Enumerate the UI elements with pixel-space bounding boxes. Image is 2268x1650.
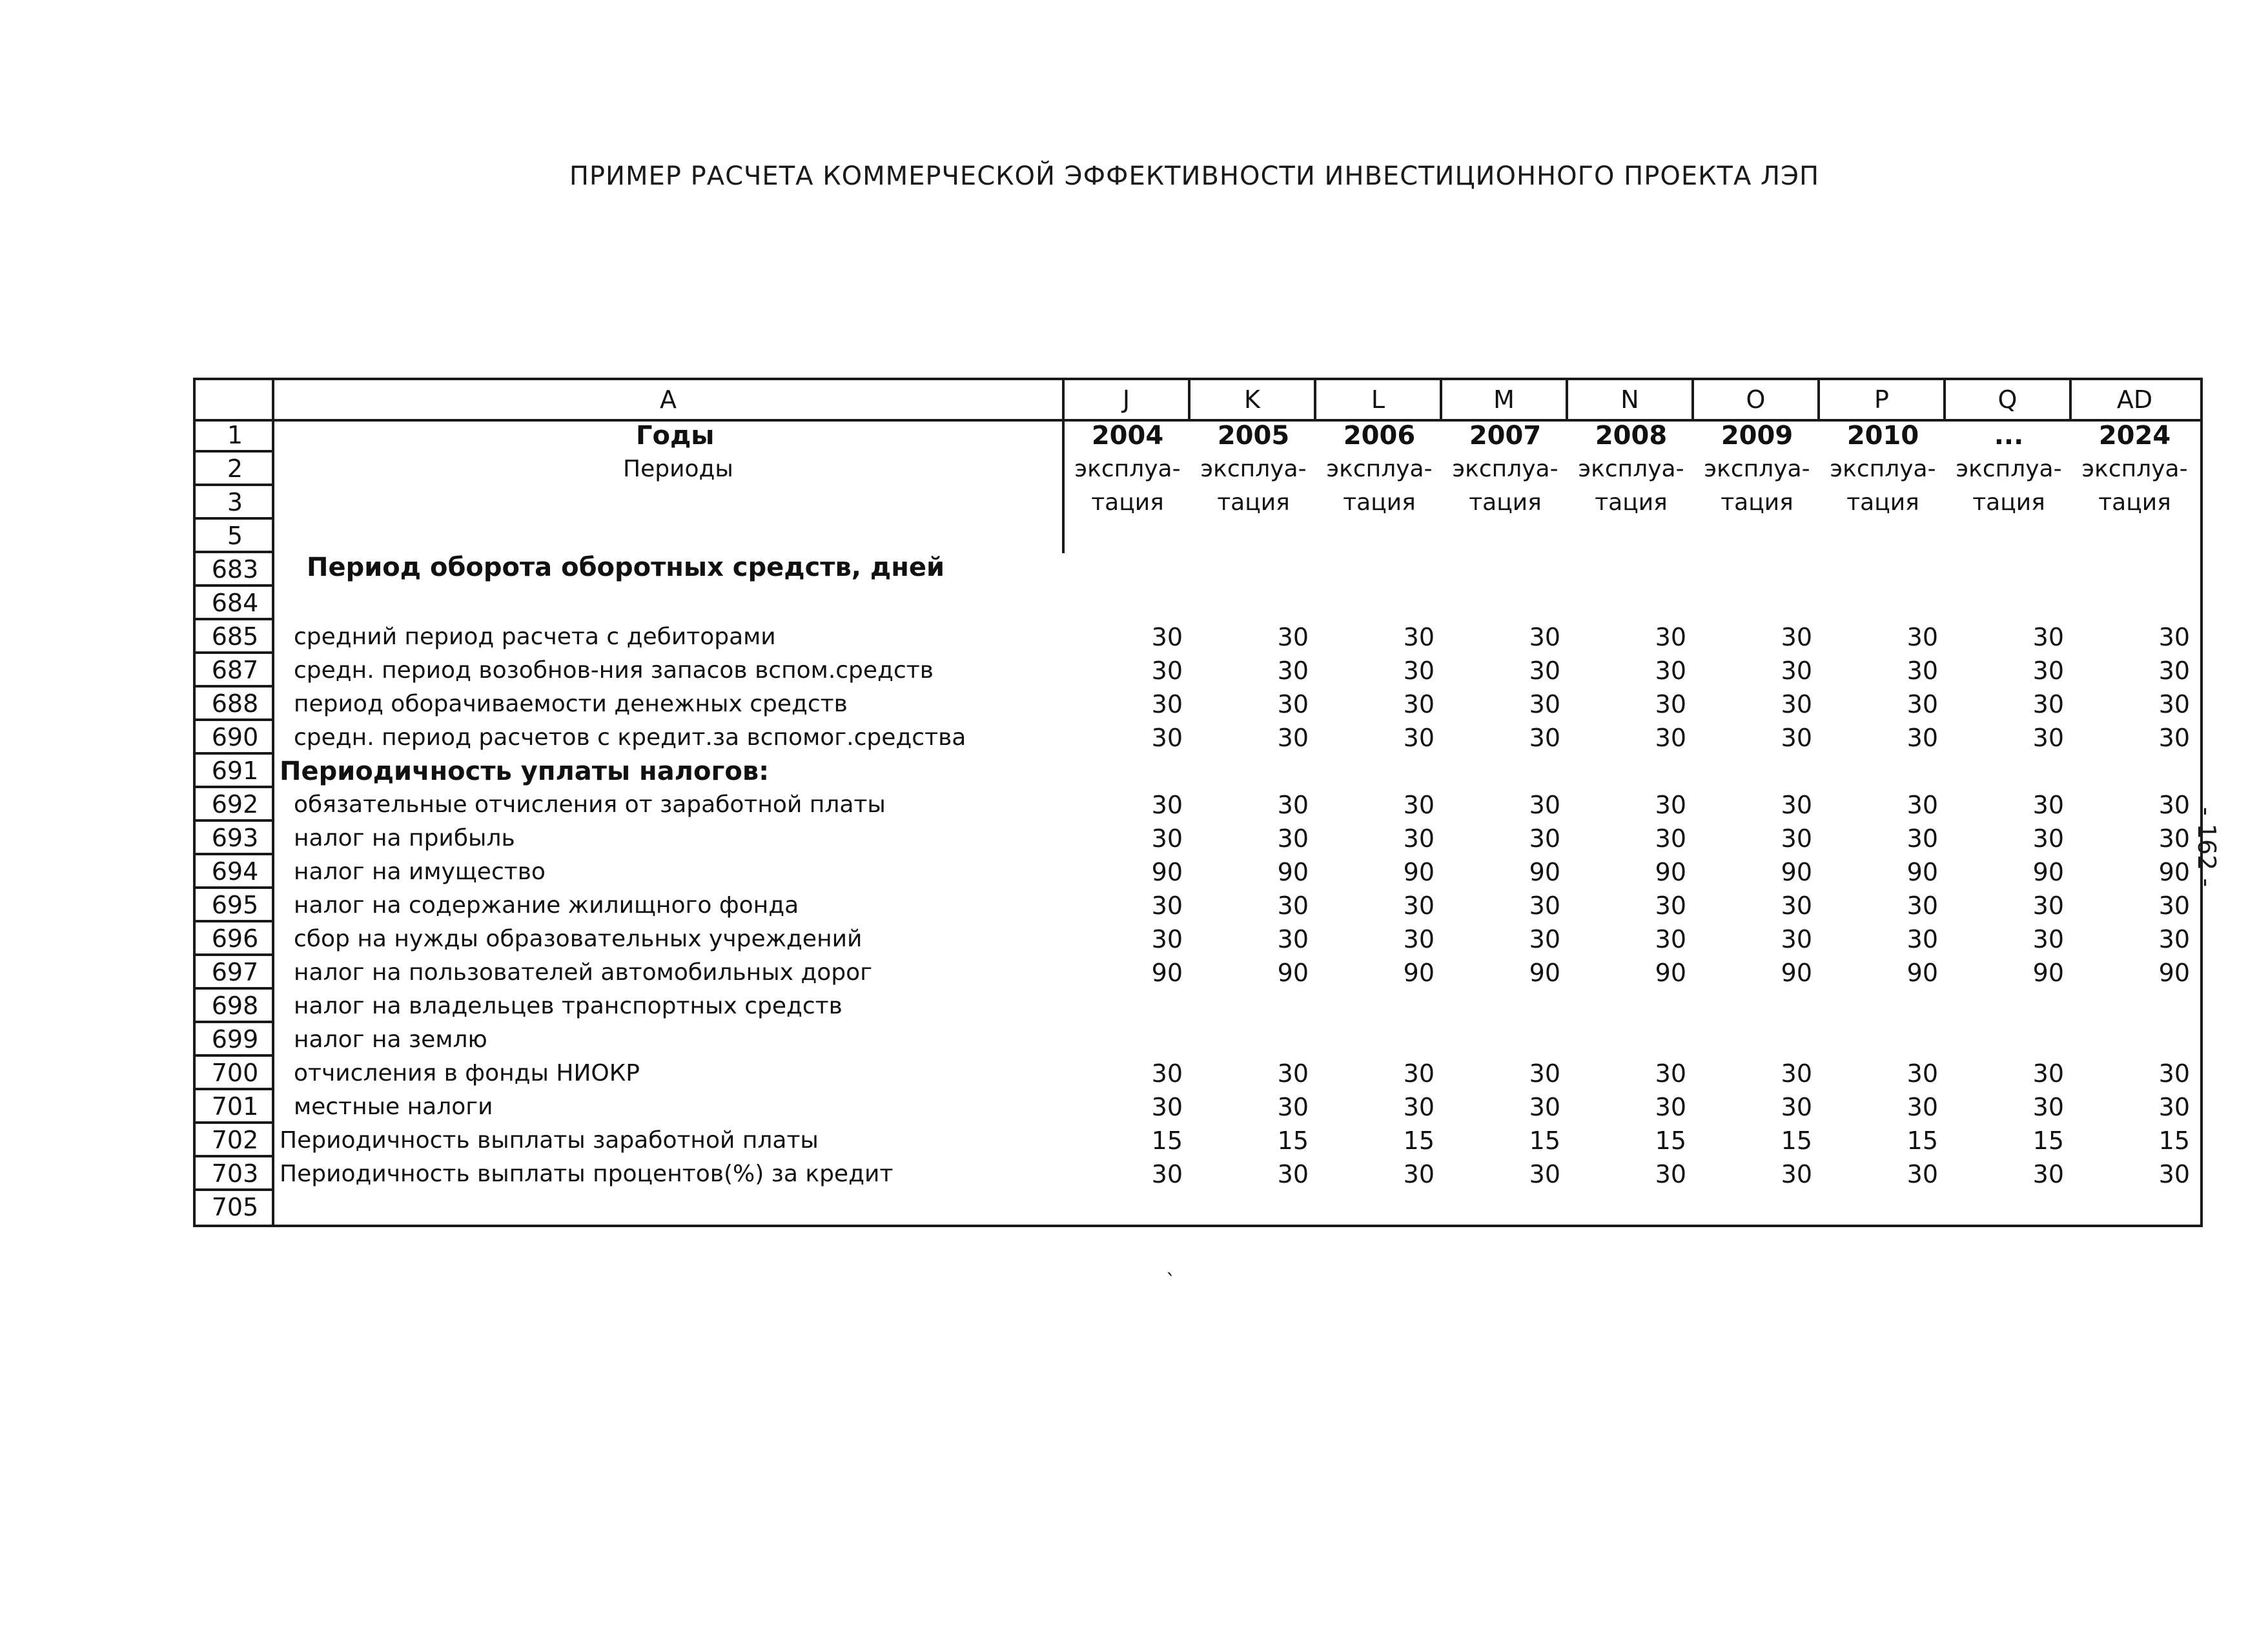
value-cell: 30: [1277, 690, 1309, 718]
value-cell: 30: [1151, 724, 1183, 752]
row-label: налог на землю: [294, 1026, 487, 1053]
period-line2: тация: [2098, 489, 2171, 516]
period-line1: эксплуа-: [1200, 456, 1307, 482]
value-cell: 30: [2032, 623, 2064, 651]
row-number: 705: [211, 1193, 259, 1221]
value-cell: 15: [1906, 1126, 1938, 1155]
page-number: - 162 -: [2192, 807, 2221, 888]
value-cell: 30: [1781, 891, 1812, 920]
value-cell: 30: [2158, 925, 2190, 953]
value-cell: 90: [1655, 959, 1686, 987]
stray-mark: `: [1166, 1270, 1176, 1293]
row-number: 692: [196, 788, 274, 822]
value-cell: 30: [2032, 1059, 2064, 1088]
value-cell: 30: [1151, 1093, 1183, 1121]
value-cell: 30: [2032, 1160, 2064, 1188]
value-cell: 30: [2032, 791, 2064, 819]
row-label: налог на имущество: [294, 859, 546, 885]
value-cell: 30: [1529, 1059, 1560, 1088]
corner-cell: [196, 380, 274, 419]
value-cell: 30: [1403, 1160, 1435, 1188]
value-cell: 15: [2032, 1126, 2064, 1155]
row-number: 690: [196, 721, 274, 755]
value-cell: 30: [1277, 724, 1309, 752]
value-cell: 15: [1655, 1126, 1686, 1155]
value-cell: 30: [2158, 724, 2190, 752]
document-title: ПРИМЕР РАСЧЕТА КОММЕРЧЕСКОЙ ЭФФЕКТИВНОСТИ ИНВЕСТИЦИОННОГО ПРОЕКТА ЛЭП: [569, 161, 1820, 191]
value-cell: 15: [1403, 1126, 1435, 1155]
row-label: Период оборота оборотных средств, дней: [307, 553, 945, 582]
row-label: средн. период возобнов-ния запасов вспом.средств: [294, 657, 934, 684]
value-cell: 30: [1655, 791, 1686, 819]
column-header-ad: AD: [2116, 385, 2153, 414]
year-cell: 2008: [1595, 421, 1668, 451]
value-cell: 30: [1151, 925, 1183, 953]
row-label: средний период расчета с дебиторами: [294, 624, 776, 650]
year-cell: 2024: [2098, 421, 2171, 451]
row-number: 703: [196, 1157, 274, 1191]
value-cell: 30: [2158, 824, 2190, 853]
column-header-o: O: [1694, 380, 1820, 419]
column-header-q: Q: [1946, 380, 2072, 419]
value-cell: 30: [1655, 1160, 1686, 1188]
row-number: 687: [196, 654, 274, 688]
year-cell: 2010: [1846, 421, 1919, 451]
period-line1: эксплуа-: [1578, 456, 1684, 482]
value-cell: 30: [1906, 690, 1938, 718]
row-label: налог на владельцев транспортных средств: [294, 993, 843, 1019]
period-line2: тация: [1595, 489, 1668, 516]
row-number: 2: [196, 453, 274, 486]
value-cell: 30: [1529, 724, 1560, 752]
value-cell: 30: [1906, 657, 1938, 685]
value-cell: 30: [1277, 657, 1309, 685]
value-cell: 30: [1529, 791, 1560, 819]
row-label: обязательные отчисления от заработной платы: [294, 791, 886, 818]
column-header-a: A: [274, 380, 1065, 419]
value-cell: 30: [1781, 925, 1812, 953]
value-cell: 90: [1403, 858, 1435, 886]
value-cell: 30: [1277, 1093, 1309, 1121]
period-line2: тация: [1469, 489, 1542, 516]
periods-label: Периоды: [623, 456, 733, 482]
value-cell: 30: [1151, 1160, 1183, 1188]
value-cell: 90: [2158, 858, 2190, 886]
value-cell: 15: [2158, 1126, 2190, 1155]
row-label: отчисления в фонды НИОКР: [294, 1060, 640, 1086]
row-number: 697: [196, 956, 274, 990]
value-cell: 30: [1151, 891, 1183, 920]
value-cell: 30: [1906, 791, 1938, 819]
value-cell: 90: [1906, 858, 1938, 886]
row-label: Периодичность уплаты налогов:: [280, 757, 770, 786]
value-cell: 30: [1906, 824, 1938, 853]
value-cell: 90: [2158, 959, 2190, 987]
value-cell: 30: [1655, 724, 1686, 752]
value-cell: 30: [1151, 623, 1183, 651]
year-cell: 2007: [1469, 421, 1542, 451]
value-cell: 30: [2158, 1093, 2190, 1121]
value-cell: 30: [1655, 891, 1686, 920]
value-cell: 30: [1403, 824, 1435, 853]
period-line2: тация: [1091, 489, 1164, 516]
row-number: 694: [196, 855, 274, 889]
value-cell: 30: [1781, 1059, 1812, 1088]
column-header-j: J: [1065, 380, 1190, 419]
period-line2: тация: [1972, 489, 2045, 516]
row-number: 685: [196, 620, 274, 654]
period-line1: эксплуа-: [1704, 456, 1810, 482]
value-cell: 30: [2158, 623, 2190, 651]
value-cell: 30: [2032, 724, 2064, 752]
value-cell: 30: [1906, 891, 1938, 920]
row-number: 702: [196, 1124, 274, 1157]
value-cell: 90: [1529, 959, 1560, 987]
column-header-row: [196, 380, 2200, 422]
value-cell: 90: [1655, 858, 1686, 886]
value-cell: 15: [1781, 1126, 1812, 1155]
row-number: 701: [196, 1090, 274, 1124]
row-number: 691: [196, 755, 274, 788]
value-cell: 90: [1277, 959, 1309, 987]
value-cell: 30: [1277, 623, 1309, 651]
period-line2: тация: [1343, 489, 1416, 516]
value-cell: 30: [1906, 1160, 1938, 1188]
value-cell: 30: [1781, 1093, 1812, 1121]
value-cell: 15: [1529, 1126, 1560, 1155]
value-cell: 30: [1655, 623, 1686, 651]
value-cell: 30: [2032, 1093, 2064, 1121]
row-number: 695: [196, 889, 274, 922]
value-cell: 30: [1277, 925, 1309, 953]
period-line1: эксплуа-: [1830, 456, 1936, 482]
value-cell: 30: [1403, 1059, 1435, 1088]
value-cell: 30: [1906, 1093, 1938, 1121]
period-line1: эксплуа-: [1452, 456, 1558, 482]
value-cell: 30: [1529, 657, 1560, 685]
value-cell: 30: [1403, 690, 1435, 718]
value-cell: 30: [1655, 925, 1686, 953]
year-cell: 2004: [1091, 421, 1164, 451]
column-header-p: P: [1820, 380, 1946, 419]
value-cell: 30: [1529, 1093, 1560, 1121]
value-cell: 90: [1906, 959, 1938, 987]
value-cell: 30: [1529, 925, 1560, 953]
period-line1: эксплуа-: [2081, 456, 2188, 482]
row-number: 693: [196, 822, 274, 855]
years-label: Годы: [636, 421, 715, 451]
value-cell: 90: [1151, 959, 1183, 987]
value-cell: 30: [2158, 891, 2190, 920]
value-cell: 30: [1655, 657, 1686, 685]
row-number: 688: [196, 688, 274, 721]
period-line1: эксплуа-: [1956, 456, 2062, 482]
row-label: налог на содержание жилищного фонда: [294, 892, 799, 919]
value-cell: 30: [1151, 690, 1183, 718]
value-cell: 30: [1781, 657, 1812, 685]
value-cell: 30: [1277, 791, 1309, 819]
year-cell: ...: [1994, 421, 2024, 451]
value-cell: 30: [2158, 1160, 2190, 1188]
value-cell: 30: [1781, 623, 1812, 651]
value-cell: 30: [1277, 1059, 1309, 1088]
period-line2: тация: [1846, 489, 1919, 516]
value-cell: 90: [1781, 959, 1812, 987]
value-cell: 30: [1655, 690, 1686, 718]
column-header-l: L: [1316, 380, 1442, 419]
value-cell: 90: [1277, 858, 1309, 886]
period-line2: тация: [1721, 489, 1793, 516]
row-number: 700: [196, 1057, 274, 1090]
value-cell: 30: [1151, 657, 1183, 685]
value-cell: 15: [1277, 1126, 1309, 1155]
value-cell: 30: [1781, 824, 1812, 853]
column-header-n: N: [1568, 380, 1694, 419]
value-cell: 30: [1403, 623, 1435, 651]
value-cell: 30: [1906, 623, 1938, 651]
value-cell: 90: [1151, 858, 1183, 886]
value-cell: 30: [1781, 1160, 1812, 1188]
row-number: 699: [196, 1023, 274, 1057]
value-cell: 30: [1906, 724, 1938, 752]
value-cell: 30: [1781, 791, 1812, 819]
row-number: 683: [196, 553, 274, 587]
value-cell: 30: [1151, 791, 1183, 819]
row-label: сбор на нужды образовательных учреждений: [294, 926, 863, 952]
row-label: налог на пользователей автомобильных дорог: [294, 959, 873, 986]
value-cell: 30: [1529, 891, 1560, 920]
value-cell: 15: [1151, 1126, 1183, 1155]
row-label: Периодичность выплаты процентов(%) за кредит: [280, 1161, 894, 1187]
row-label: Периодичность выплаты заработной платы: [280, 1127, 819, 1154]
value-cell: 30: [1781, 690, 1812, 718]
period-line2: тация: [1217, 489, 1290, 516]
row-number: 698: [196, 990, 274, 1023]
period-line1: эксплуа-: [1074, 456, 1181, 482]
row-label: средн. период расчетов с кредит.за вспомог.средства: [294, 724, 966, 751]
value-cell: 90: [1529, 858, 1560, 886]
value-cell: 30: [2032, 824, 2064, 853]
spreadsheet-table: [193, 378, 2203, 1227]
value-cell: 90: [2032, 959, 2064, 987]
value-cell: 30: [1403, 657, 1435, 685]
value-cell: 30: [1403, 724, 1435, 752]
value-cell: 30: [1529, 824, 1560, 853]
value-cell: 30: [2032, 925, 2064, 953]
value-cell: 30: [1655, 1059, 1686, 1088]
value-cell: 30: [2032, 657, 2064, 685]
value-cell: 30: [1403, 1093, 1435, 1121]
row-number: 3: [196, 486, 274, 520]
year-cell: 2006: [1343, 421, 1416, 451]
value-cell: 30: [1277, 824, 1309, 853]
value-cell: 30: [1529, 1160, 1560, 1188]
value-cell: 30: [2158, 657, 2190, 685]
period-line1: эксплуа-: [1326, 456, 1433, 482]
value-cell: 30: [1655, 1093, 1686, 1121]
value-cell: 90: [2032, 858, 2064, 886]
value-cell: 30: [1403, 791, 1435, 819]
row-label: период оборачиваемости денежных средств: [294, 691, 848, 717]
value-cell: 30: [1781, 724, 1812, 752]
value-cell: 30: [2158, 791, 2190, 819]
row-number: 684: [196, 587, 274, 620]
value-cell: 30: [1529, 623, 1560, 651]
value-cell: 30: [1906, 1059, 1938, 1088]
value-cell: 30: [2158, 690, 2190, 718]
value-cell: 30: [1151, 1059, 1183, 1088]
row-label: местные налоги: [294, 1094, 493, 1120]
value-cell: 30: [2158, 1059, 2190, 1088]
row-number: 5: [196, 520, 274, 553]
value-cell: 30: [2032, 690, 2064, 718]
value-cell: 30: [1277, 891, 1309, 920]
column-header-k: K: [1190, 380, 1316, 419]
value-cell: 30: [1906, 925, 1938, 953]
value-cell: 30: [1277, 1160, 1309, 1188]
row-number: 1: [196, 419, 274, 453]
value-cell: 30: [1655, 824, 1686, 853]
value-cell: 30: [1529, 690, 1560, 718]
value-cell: 30: [1151, 824, 1183, 853]
row-number: 696: [196, 922, 274, 956]
value-cell: 30: [1403, 925, 1435, 953]
column-header-m: M: [1442, 380, 1568, 419]
year-cell: 2005: [1217, 421, 1290, 451]
value-cell: 90: [1403, 959, 1435, 987]
value-cell: 30: [1403, 891, 1435, 920]
value-cell: 90: [1781, 858, 1812, 886]
value-cell: 30: [2032, 891, 2064, 920]
year-cell: 2009: [1721, 421, 1793, 451]
row-label: налог на прибыль: [294, 825, 515, 851]
